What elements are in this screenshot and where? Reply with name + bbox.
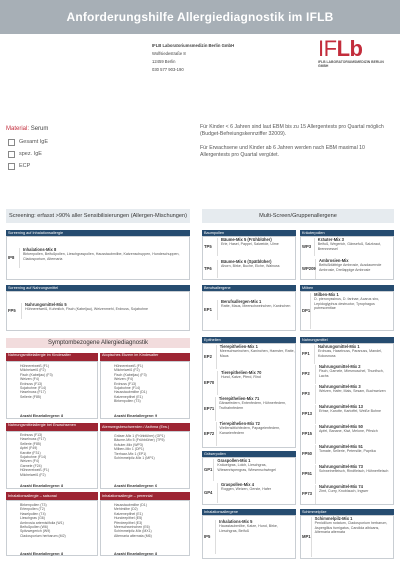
option-ecp[interactable]: ECP — [8, 161, 108, 171]
mix-ep72[interactable]: EP72 Tierepithelien-Mix 72 Wellensittichfedern, Papageienfedern, Kanarienfedern — [202, 422, 296, 446]
checkbox-icon[interactable] — [8, 163, 15, 170]
graeser-head: Gräserpollen — [202, 451, 296, 457]
inh-perenn-list: Hausstaubmilbe (D1) Mehlmilbe (D2) Katzenepithel (E1) Hundeepithel (E5) Pferdeepithel (E3) Meerschweinchen (E6) Schimmelpilz-Mix (MX1) Alternaria alternata (M6) — [114, 503, 152, 538]
mix-gp4[interactable]: GP4 Graspollen-Mix 4 Roggen, Weizen, Gerste, Hafer — [202, 483, 296, 503]
address-block — [152, 42, 234, 74]
inh-perenn-head: Inhalationsallergie – perennial — [100, 492, 190, 500]
mix-ep70[interactable]: EP70 Tierepithelien-Mix 70 Hund, Katze, Pferd, Rind — [202, 371, 296, 395]
header-banner — [0, 0, 400, 34]
screening-fp5[interactable]: FP5 Nahrungsmittel-Mix 5 Hühnereiweiß, Kuhmilch, Fisch (Kabeljau), Weizenmehl, Erdnuss, Sojabohne — [6, 303, 190, 319]
mix-mp1[interactable]: MP1 Schimmelpilz-Mix 1 Penicillium notatum, Cladosporium herbarum, Aspergillus fumigatus, Candida albicans, Alternaria alternata — [300, 517, 394, 557]
epithelien-head: Epithelien — [202, 337, 296, 343]
info-adults: Für Erwachsene und Kinder ab 6 Jahren werden nach EBM maximal 10 Allergentests pro Quartal vergütet. — [200, 145, 365, 158]
atem-erw-count: Anzahl Einzelallergene: 6 — [114, 484, 158, 488]
mix-fp1[interactable]: FP1 Nahrungsmittel-Mix 1 Erdnuss, Haselnuss, Paranuss, Mandel, Kokosnuss — [300, 345, 394, 364]
screening-inhalation-head: Screening auf Inhalationsallergie — [6, 230, 190, 236]
berufsallergene-head: Berufsallergene — [202, 285, 296, 291]
schimmel-head: Schimmelpilze — [300, 509, 394, 515]
screening-food-head: Screening auf Nahrungsmittel — [6, 285, 190, 291]
material-label: Material: Serum — [6, 126, 49, 132]
mix-ep2[interactable]: EP2 Tierepithelien-Mix 1 Meerschweinchen, Kaninchen, Hamster, Ratte, Maus — [202, 345, 296, 369]
mix-fp50[interactable]: FP50 Nahrungsmittel-Mix 51 Tomate, Sellerie, Petersilie, Paprika — [300, 445, 394, 464]
street: Wolfsiedestraße 8 — [152, 51, 186, 56]
nahrungsmittel-head: Nahrungsmittel — [300, 337, 394, 343]
mix-fp51[interactable]: FP51 Nahrungsmittel-Mix 73 Schweinefleisch, Rindfleisch, Hühnerfleisch — [300, 465, 394, 484]
atop-kinder-head: Atopisches Ekzem im Kindesalter — [100, 353, 190, 361]
mix-wp3[interactable]: WP3 Kräuter-Mix 3 Beifuß, Wegerich, Gänsefuß, Salzkraut, Brennnessel — [300, 238, 394, 256]
iflb-logo: IFLb IFLB LABORATORIUMSMEDIZIN BERLIN GMBH — [318, 38, 394, 68]
mix-fp3[interactable]: FP3 Nahrungsmittel-Mix 3 Weizen, Hafer, Mais, Sesam, Buchweizen — [300, 385, 394, 404]
mix-ep1[interactable]: EP1 Berufsallergen-Mix 1 Ratte, Maus, Meerschweinchen, Kaninchen — [202, 300, 296, 320]
info-children: Für Kinder < 6 Jahren sind laut EBM bis zu 15 Allergentests pro Quartal möglich (Budget-Befreiungskennziffer 32009). — [200, 124, 384, 137]
mix-wp209[interactable]: WP209 Ambrosien-Mix Beifußblättrige Ambrosie, Ausdauernde Ambrosie, Dreilappige Ambrosie — [300, 259, 394, 279]
logo-subtitle: IFLB LABORATORIUMSMEDIZIN BERLIN GMBH — [318, 60, 384, 68]
milben-head: Milben — [300, 285, 394, 291]
mix-gp1[interactable]: GP1 Graspollen-Mix 1 Knäuelgras, Lolch, Lieschgras, Wiesenrispengras, Wiesenschwingel — [202, 459, 296, 481]
checkbox-icon[interactable] — [8, 139, 15, 146]
mix-ip5[interactable]: IP5 Inhalations-Mix 5 Hausstaubmilbe, Katze, Hund, Birke, Lieschgras, Beifuß — [202, 520, 296, 554]
page-title: Anforderungshilfe Allergiediagnostik im IFLB — [66, 10, 334, 24]
inh-saison-count: Anzahl Einzelallergene: 8 — [20, 552, 64, 556]
screening-ip8[interactable]: IP8 Inhalations-Mix 8 Birkenpollen, Beifußpollen, Lieschgraspollen, Hausstaubmilbe, Katzenschuppen, Hundeschuppen, Cladosporium, Alternaria — [6, 248, 190, 268]
city: 12459 Berlin — [152, 59, 176, 64]
atem-erw-head: Atemwegsbeschwerden / Asthma (Erw.) — [100, 423, 190, 431]
nm-erw-count: Anzahl Einzelallergene: 8 — [20, 484, 64, 488]
mix-fp13[interactable]: FP13 Nahrungsmittel-Mix 13 Erbse, Karotte, Kartoffel, Weiße Bohne — [300, 405, 394, 424]
symptom-heading: Symptombezogene Allergiediagnostik — [6, 338, 190, 348]
org-name: IFLB Laboratoriumsmedizin Berlin GmbH — [152, 43, 235, 48]
nm-kinder-head: Nahrungsmittelallergie im Kindesalter — [6, 353, 98, 361]
nm-erw-head: Nahrungsmittelallergie bei Erwachsenen — [6, 423, 98, 431]
baumpollen-head: Baumpollen — [202, 230, 296, 236]
nm-erw-list: Erdnuss (F13) Haselnuss (F17) Sellerie (F85) Apfel (F49) Karotte (F31) Sojabohne (F14) Weizen (F4) Garnele (F24) Hühnereiweiß (F1) Milcheiweiß (F2) — [20, 433, 49, 477]
mix-fp15[interactable]: FP15 Nahrungsmittel-Mix 50 Apfel, Banane, Kiwi, Melone, Pfirsich — [300, 425, 394, 444]
inhalation-head: Inhalationsallergene — [202, 509, 296, 515]
multi-screen-heading: Multi-Screen/Gruppenallergene — [202, 209, 394, 223]
inh-perenn-count: Anzahl Einzelallergene: 8 — [114, 552, 158, 556]
mix-dp1[interactable]: DP1 Milben-Mix 1 D. pteronyssinus, D. farinae, Acarus siro, Lepidoglyphus destructor, Tyrophagus putrescentiae — [300, 293, 394, 329]
mix-fp2[interactable]: FP2 Nahrungsmittel-Mix 2 Fisch, Garnele, Miesmuschel, Thunfisch, Lachs — [300, 365, 394, 384]
mix-tp6[interactable]: TP6 Bäume-Mix 6 (Spätblüher) Ahorn, Birke, Buche, Eiche, Walnuss — [202, 260, 296, 278]
atop-kinder-list: Hühnereiweiß (F1) Milcheiweiß (F2) Fisch (Kabeljau) (F3) Weizen (F4) Erdnuss (F13) Sojabohne (F14) Hausstaubmilbe (D1) Katzenepithel (E1) Birkenpollen (T3) — [114, 364, 147, 404]
atem-erw-list: Gräser-Mix 1 (Frühblüher) (GP1) Bäume-Mix 5 (Frühblüher) (TP5) Kräuter-Mix (WP3) Milben-Mix 1 (DP1) Tierhaar-Mix 1 (EP1) Schimmelpilz-Mix 1 (MP1) — [114, 434, 165, 461]
mix-fp73[interactable]: FP73 Nahrungsmittel-Mix 74 Zimt, Curry, Knoblauch, Ingwer — [300, 485, 394, 504]
nm-kinder-list: Hühnereiweiß (F1) Milcheiweiß (F2) Fisch (Kabeljau) (F3) Weizen (F4) Erdnuss (F13) Sojabohne (F14) Haselnuss (F17) Sellerie (F85) — [20, 364, 53, 399]
option-spez-ige[interactable]: spez. IgE — [8, 149, 108, 159]
nm-kinder-count: Anzahl Einzelallergene: 8 — [20, 414, 64, 418]
atop-kinder-count: Anzahl Einzelallergene: 9 — [114, 414, 158, 418]
kraeuter-head: Kräuterpollen — [300, 230, 394, 236]
inh-saison-head: Inhalationsallergie – saisonal — [6, 492, 98, 500]
screening-heading: Screening: erfasst >90% aller Sensibilisierungen (Allergen-Mischungen) — [6, 209, 190, 223]
phone: 030 577 903-190 — [152, 67, 184, 72]
checkbox-icon[interactable] — [8, 151, 15, 158]
mix-tp5[interactable]: TP5 Bäume-Mix 5 (Frühblüher) Erle, Hasel, Pappel, Salweide, Ulme — [202, 238, 296, 256]
inh-saison-list: Birkenpollen (T3) Erlenpollen (T2) Haselpollen (T4) Lieschgras (G6) Ambrosia artemisiifolia (W1) Beifußpollen (W6) Spitzwegerich (W9) Cladosporium herbarum (M2) — [20, 503, 66, 538]
mix-ep71[interactable]: EP71 Tierepithelien-Mix 71 Gänsefedern, Entenfedern, Hühnerfedern, Truthahnfedern — [202, 397, 296, 421]
option-gesamt-ige[interactable]: Gesamt IgE — [8, 137, 108, 147]
